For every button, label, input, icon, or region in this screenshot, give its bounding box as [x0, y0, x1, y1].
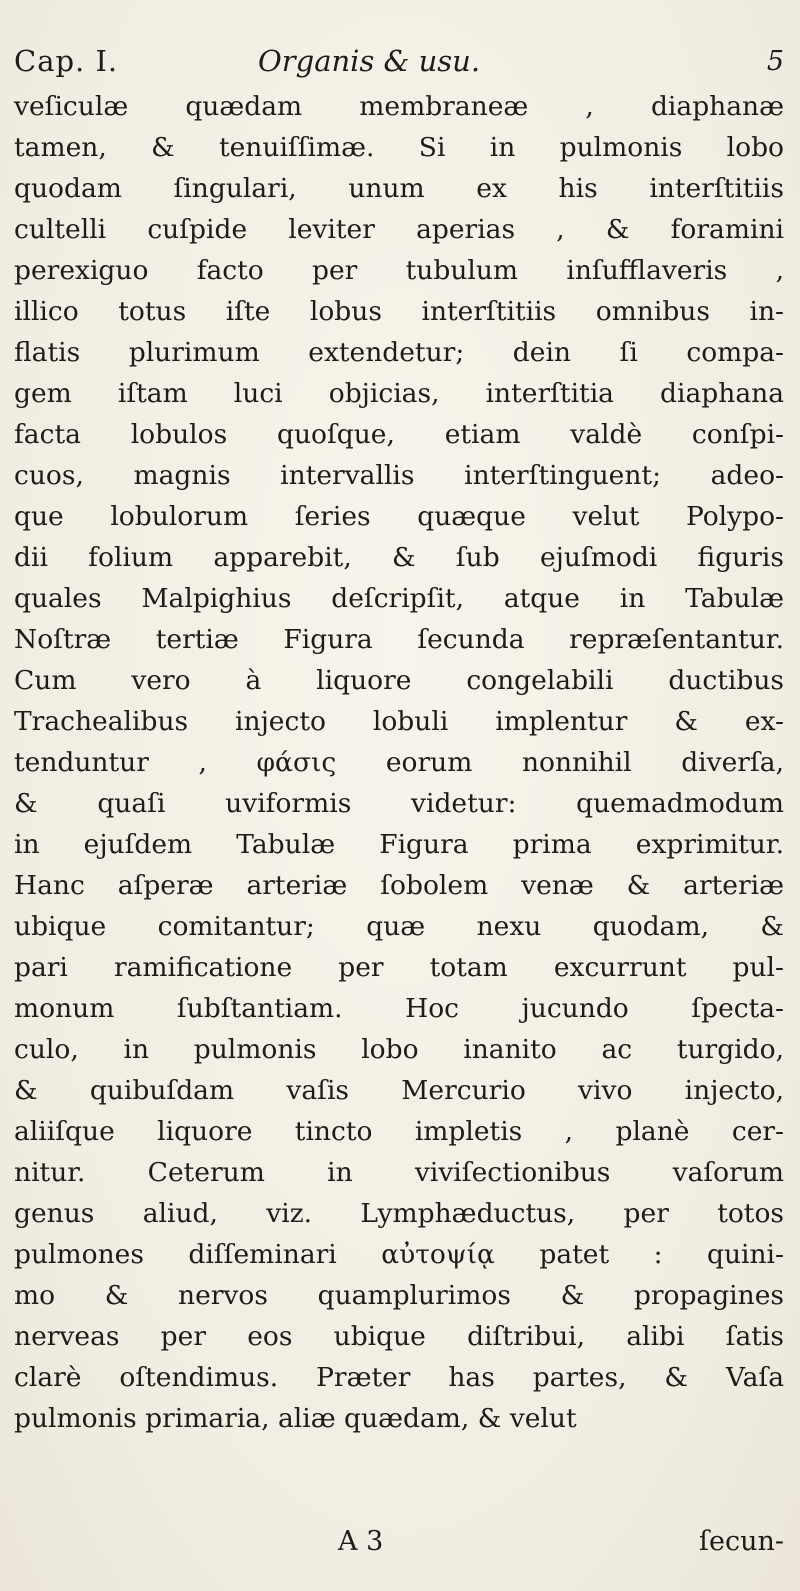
signature-mark: A 3: [338, 1526, 384, 1557]
text-line: pulmonis primaria, aliæ quædam, & velut: [14, 1403, 577, 1434]
text-line: quales Malpighius deſcripſit, atque in Tabulæ: [14, 583, 784, 614]
running-title: Organis & usu.: [258, 44, 481, 78]
text-line: pari ramificatione per totam excurrunt pul-: [14, 952, 784, 983]
text-line: clarè oſtendimus. Præter has partes, & Vaſa: [14, 1362, 784, 1393]
text-line: gem iſtam luci objicias, interſtitia diaphana: [14, 378, 784, 409]
text-line: veſiculæ quædam membraneæ , diaphanæ: [14, 91, 784, 122]
text-line: mo & nervos quamplurimos & propagines: [14, 1280, 784, 1311]
text-line: flatis plurimum extendetur; dein ſi compa-: [14, 337, 784, 368]
text-line: & quaſi uviformis videtur: quemadmodum: [14, 788, 784, 819]
chapter-heading: Cap. I.: [14, 44, 119, 78]
running-head: [14, 44, 784, 84]
catchword: ſecun-: [699, 1526, 784, 1557]
text-line: tamen, & tenuiſſimæ. Si in pulmonis lobo: [14, 132, 784, 163]
page-number: 5: [766, 46, 784, 77]
text-line: Noſtræ tertiæ Figura ſecunda repræſentantur.: [14, 624, 784, 655]
text-line: genus aliud, viz. Lymphæductus, per totos: [14, 1198, 784, 1229]
text-line: dii folium apparebit, & ſub ejuſmodi figuris: [14, 542, 784, 573]
text-line: ubique comitantur; quæ nexu quodam, &: [14, 911, 784, 942]
body-text: [14, 86, 784, 1439]
text-line: que lobulorum ſeries quæque velut Polypo-: [14, 501, 784, 532]
text-line: Hanc aſperæ arteriæ ſobolem venæ & arteriæ: [14, 870, 784, 901]
text-line: perexiguo facto per tubulum inſufflaveris ,: [14, 255, 784, 286]
text-line: quodam ſingulari, unum ex his interſtitiis: [14, 173, 784, 204]
text-line: illico totus iſte lobus interſtitiis omnibus in-: [14, 296, 784, 327]
text-line: monum ſubſtantiam. Hoc jucundo ſpecta-: [14, 993, 784, 1024]
text-line: nerveas per eos ubique diſtribui, alibi ſatis: [14, 1321, 784, 1352]
text-line: Trachealibus injecto lobuli implentur & ex-: [14, 706, 784, 737]
text-line: tenduntur , φάσις eorum nonnihil diverſa,: [14, 747, 784, 778]
text-line: nitur. Ceterum in viviſectionibus vaſorum: [14, 1157, 784, 1188]
text-line: in ejuſdem Tabulæ Figura prima exprimitur.: [14, 829, 784, 860]
text-line: aliiſque liquore tincto impletis , planè cer-: [14, 1116, 784, 1147]
text-line: facta lobulos quoſque, etiam valdè conſpi-: [14, 419, 784, 450]
page-footer: [0, 1526, 800, 1566]
text-line: culo, in pulmonis lobo inanito ac turgido,: [14, 1034, 784, 1065]
text-line: cuos, magnis intervallis interſtinguent; adeo-: [14, 460, 784, 491]
text-line: pulmones diſſeminari αὐτοψίᾳ patet : quini-: [14, 1239, 784, 1270]
text-line: cultelli cuſpide leviter aperias , & foramini: [14, 214, 784, 245]
text-line: Cum vero à liquore congelabili ductibus: [14, 665, 784, 696]
text-line: & quibuſdam vaſis Mercurio vivo injecto,: [14, 1075, 784, 1106]
